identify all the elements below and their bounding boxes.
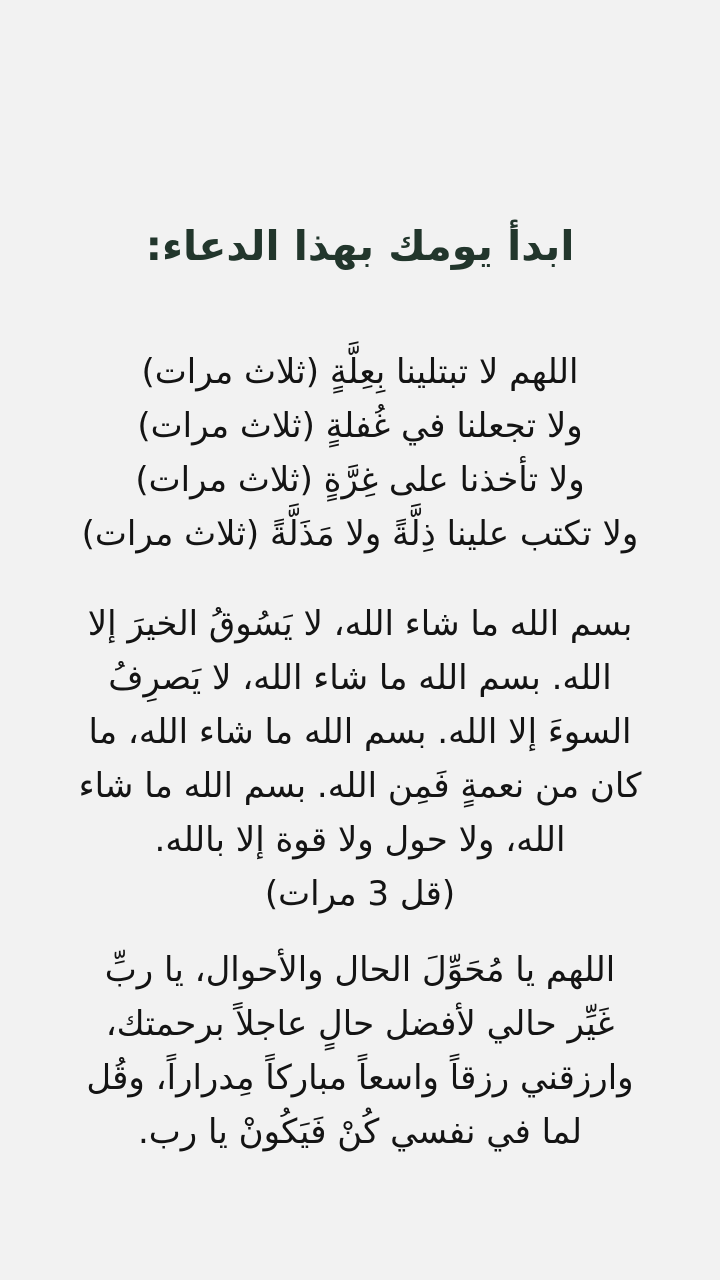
dua-line: اللهم يا مُحَوِّلَ الحال والأحوال، يا ربِّ [104, 950, 616, 990]
dua-line: ولا تأخذنا على غِرَّةٍ (ثلاث مرات) [135, 460, 585, 500]
dua-block-2 [60, 597, 660, 921]
dua-line: لما في نفسي كُنْ فَيَكُونْ يا رب. [137, 1112, 583, 1152]
dua-line: الله. بسم الله ما شاء الله، لا يَصرِفُ [108, 658, 612, 698]
dua-line: غَيِّر حالي لأفضل حالٍ عاجلاً برحمتك، [105, 1004, 615, 1044]
repeat-note: (قل 3 مرات) [264, 874, 456, 914]
dua-line: السوءَ إلا الله. بسم الله ما شاء الله، ما [88, 712, 632, 752]
dua-line: بسم الله ما شاء الله، لا يَسُوقُ الخيرَ إلا [87, 604, 633, 644]
dua-block-3 [60, 943, 660, 1159]
dua-line: الله، ولا حول ولا قوة إلا بالله. [154, 820, 566, 860]
dua-line: ولا تجعلنا في غُفلةٍ (ثلاث مرات) [137, 406, 583, 446]
dua-block-1 [60, 345, 660, 561]
dua-line: اللهم لا تبتلينا بِعِلَّةٍ (ثلاث مرات) [141, 352, 579, 392]
page-title: ابدأ يومك بهذا الدعاء: [145, 222, 575, 270]
dua-line: كان من نعمةٍ فَمِن الله. بسم الله ما شاء [78, 766, 642, 806]
dua-line: وارزقني رزقاً واسعاً مباركاً مِدراراً، وقُل [86, 1058, 634, 1098]
dua-line: ولا تكتب علينا ذِلَّةً ولا مَذَلَّةً (ثلاث مرات) [81, 514, 639, 554]
